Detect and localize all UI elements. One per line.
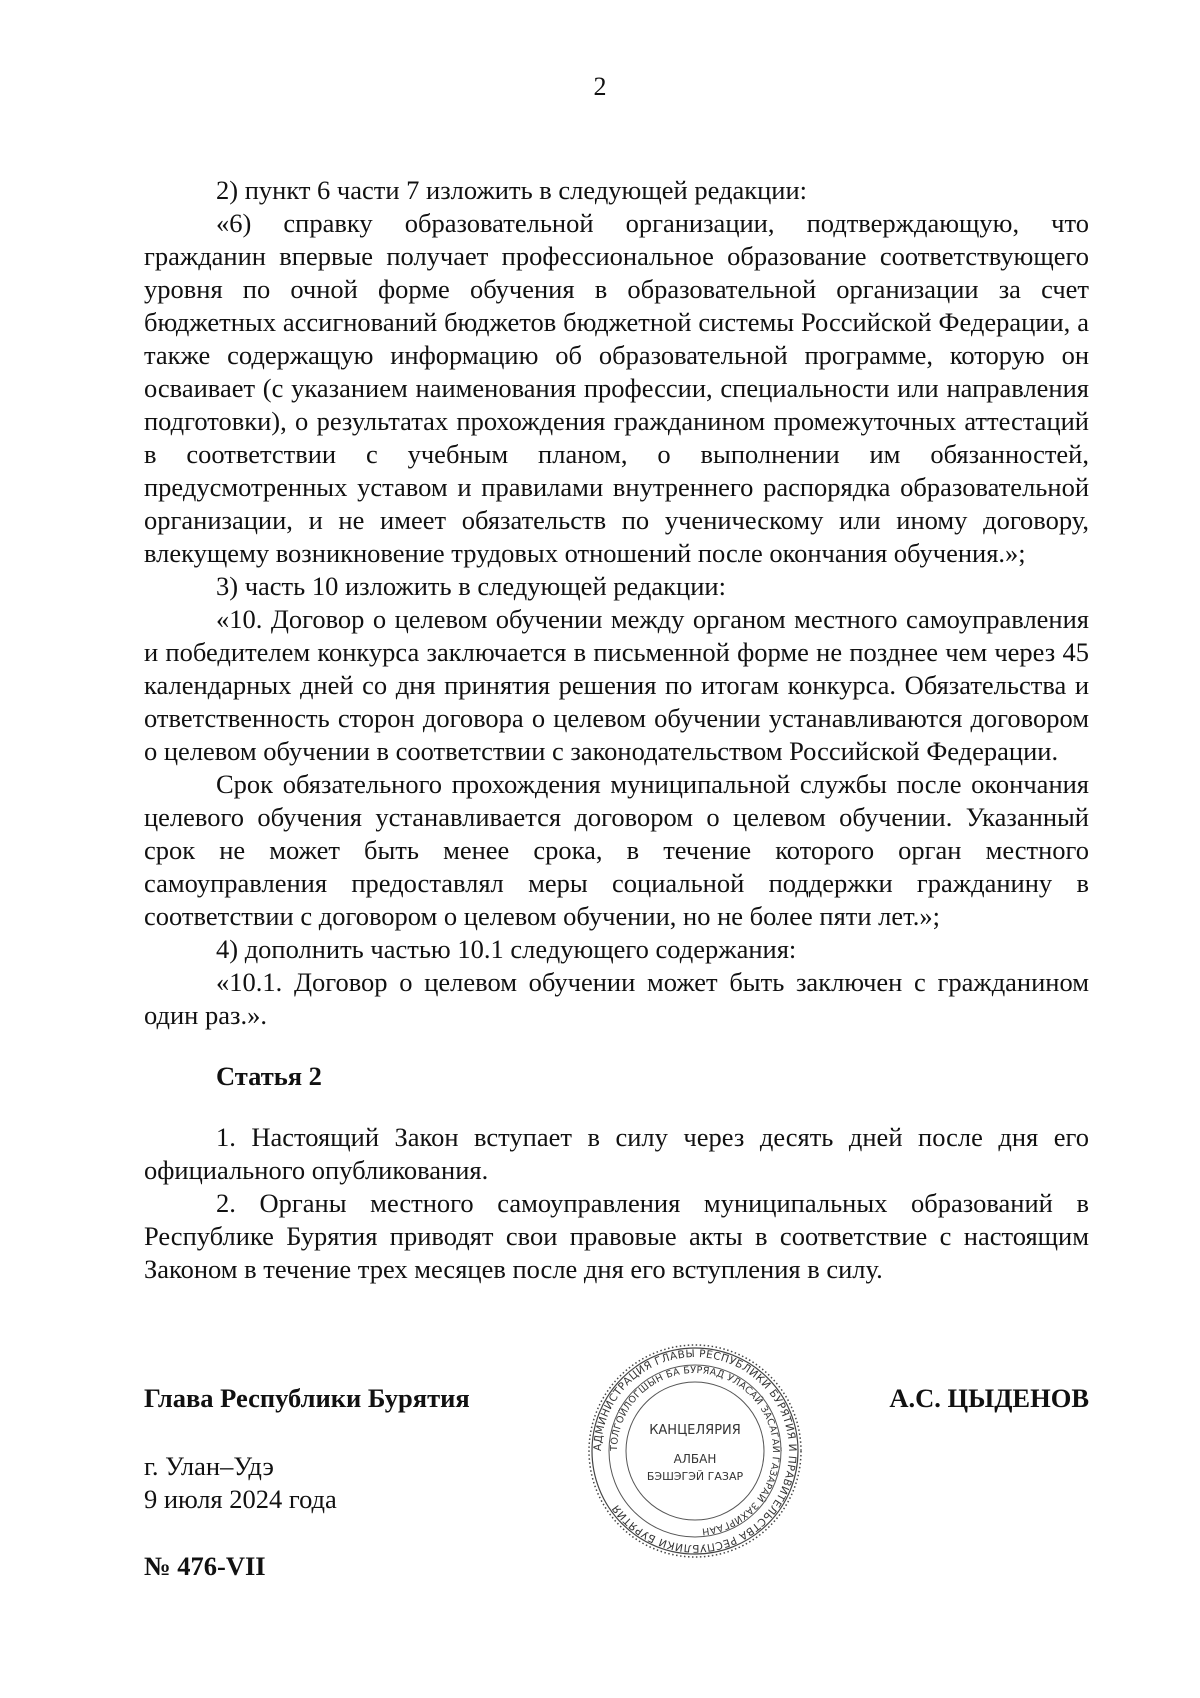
paragraph: 4) дополнить частью 10.1 следующего содержания: xyxy=(216,934,797,964)
article-paragraph: 1. Настоящий Закон вступает в силу через десять дней после дня его официального опубликования. xyxy=(144,1122,1089,1185)
article-paragraph: 2. Органы местного самоуправления муниципальных образований в Республике Бурятия приводят свои правовые акты в соответствие с настоящим Законом в течение трех месяцев после дня его вступления в силу. xyxy=(144,1188,1089,1284)
document-body xyxy=(144,174,1089,1286)
seal-inner-text: ТОЛГОЙЛОГШЫН БА БУРЯАД УЛАСАЙ ЗАСАГАЙ ГАЗАРАЙ ЗАХИРГААН xyxy=(608,1364,782,1537)
paragraph: 3) часть 10 изложить в следующей редакции: xyxy=(216,571,726,601)
seal-line: БЭШЭГЭЙ ГАЗАР xyxy=(646,1470,744,1483)
seal-graphic xyxy=(586,1342,804,1560)
paragraph: 2) пункт 6 части 7 изложить в следующей редакции: xyxy=(216,175,808,205)
law-number: № 476-VII xyxy=(144,1551,266,1581)
date: 9 июля 2024 года xyxy=(144,1484,337,1514)
paragraph: Срок обязательного прохождения муниципальной службы после окончания целевого обучения устанавливается договором о целевом обучении. Указанный срок не может быть менее срока, в течение которого орган местного самоуправления предоставлял меры социальной поддержки гражданину в соответствии с договором о целевом обучении, но не более пяти лет.»; xyxy=(144,769,1089,931)
seal-line: КАНЦЕЛЯРИЯ xyxy=(649,1423,741,1438)
place: г. Улан–Удэ xyxy=(144,1451,274,1481)
signatory-title: Глава Республики Бурятия xyxy=(144,1383,470,1413)
signatory-name: А.С. ЦЫДЕНОВ xyxy=(889,1383,1089,1413)
official-seal xyxy=(586,1342,804,1560)
seal-ring xyxy=(626,1382,764,1520)
seal-line: АЛБАН xyxy=(673,1452,717,1466)
seal-outer-text: АДМИНИСТРАЦИЯ ГЛАВЫ РЕСПУБЛИКИ БУРЯТИЯ И ПРАВИТЕЛЬСТВА РЕСПУБЛИКИ БУРЯТИЯ xyxy=(591,1347,799,1555)
place-and-date xyxy=(144,1450,337,1516)
paragraph: «10.1. Договор о целевом обучении может быть заключен с гражданином один раз.». xyxy=(144,967,1089,1030)
seal-outer-ring xyxy=(589,1345,801,1557)
paragraph: «6) справку образовательной организации, подтверждающую, что гражданин впервые получает профессиональное образование соответствующего уровня по очной форме обучения в образовательной организации за счет бюджетных ассигнований бюджетов бюджетной системы Российской Федерации, а также содержащую информацию об образовательной программе, которую он осваивает (с указанием наименования профессии, специальности или направления подготовки), о результатах прохождения гражданином промежуточных аттестаций в соответствии с учебным планом, о выполнении им обязанностей, предусмотренных уставом и правилами внутреннего распорядка образовательной организации, и не имеет обязательств по ученическому или иному договору, влекущему возникновение трудовых отношений после окончания обучения.»; xyxy=(144,208,1089,568)
article-title: Статья 2 xyxy=(216,1061,322,1091)
page-number: 2 xyxy=(593,72,607,101)
paragraph: «10. Договор о целевом обучении между органом местного самоуправления и победителем конкурса заключается в письменной форме не позднее чем через 45 календарных дней со дня принятия решения по итогам конкурса. Обязательства и ответственность сторон договора о целевом обучении устанавливаются договором о целевом обучении в соответствии с законодательством Российской Федерации. xyxy=(144,604,1089,766)
